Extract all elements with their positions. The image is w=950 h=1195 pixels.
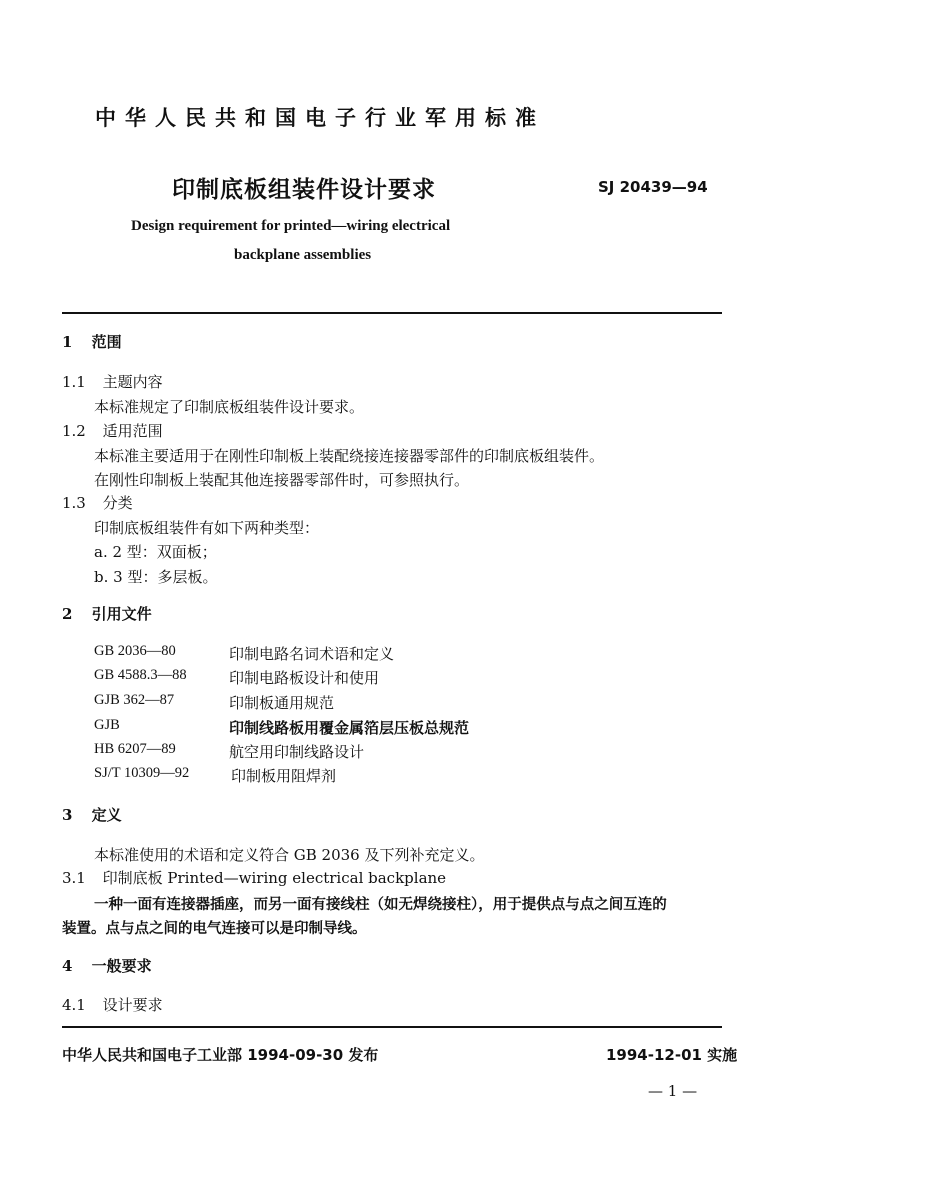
section-1-2-text-1: 本标准主要适用于在刚性印制板上装配绕接连接器零部件的印制底板组装件。 xyxy=(94,447,605,465)
reference-title: 印制电路名词术语和定义 xyxy=(229,645,395,663)
section-1-2-heading xyxy=(62,420,163,441)
section-4-heading xyxy=(62,955,152,976)
reference-code: GB 2036—80 xyxy=(94,643,176,659)
section-number: 4.1 xyxy=(62,996,86,1014)
reference-code: GB 4588.3—88 xyxy=(94,667,187,683)
reference-code: GJB 362—87 xyxy=(94,692,175,708)
header-divider xyxy=(62,312,722,314)
english-title-line2: backplane assemblies xyxy=(234,247,372,263)
reference-title: 印制电路板设计和使用 xyxy=(229,669,380,687)
section-1-1-text: 本标准规定了印制底板组装件设计要求。 xyxy=(94,398,365,416)
reference-title: 印制板通用规范 xyxy=(229,694,335,712)
publisher-line: 中华人民共和国电子工业部 1994-09-30 发布 xyxy=(62,1046,379,1064)
section-number: 1.3 xyxy=(62,494,86,512)
section-2-heading xyxy=(62,603,152,624)
section-number: 1.2 xyxy=(62,422,86,440)
reference-code: GJB xyxy=(94,717,120,733)
page-number: — 1 — xyxy=(648,1082,698,1100)
reference-code: SJ/T 10309—92 xyxy=(94,765,190,781)
section-1-heading xyxy=(62,331,122,352)
section-title: 引用文件 xyxy=(91,605,152,623)
section-4-1-heading xyxy=(62,994,163,1015)
section-title: 印制底板 Printed—wiring electrical backplane xyxy=(102,869,447,887)
issuing-organization: 中华人民共和国电子行业军用标准 xyxy=(95,105,545,130)
section-3-text: 本标准使用的术语和定义符合 GB 2036 及下列补充定义。 xyxy=(94,846,485,864)
reference-title: 航空用印制线路设计 xyxy=(229,743,365,761)
english-title-line1: Design requirement for printed—wiring electrical xyxy=(131,218,451,234)
section-title: 设计要求 xyxy=(102,996,163,1014)
footer-divider xyxy=(62,1026,722,1028)
section-title: 范围 xyxy=(91,333,122,351)
section-title: 适用范围 xyxy=(102,422,163,440)
classification-item-b: b. 3 型：多层板。 xyxy=(94,568,218,586)
section-3-1-text-1: 一种一面有连接器插座，而另一面有接线柱（如无焊绕接柱），用于提供点与点之间互连的 xyxy=(94,896,667,913)
section-1-2-text-2: 在刚性印制板上装配其他连接器零部件时，可参照执行。 xyxy=(94,471,470,489)
implementation-date: 1994-12-01 实施 xyxy=(606,1046,738,1064)
section-title: 定义 xyxy=(91,806,122,824)
section-3-1-text-2: 装置。点与点之间的电气连接可以是印制导线。 xyxy=(62,920,367,937)
section-1-3-text: 印制底板组装件有如下两种类型： xyxy=(94,519,320,537)
section-number: 1 xyxy=(62,333,73,351)
section-3-heading xyxy=(62,804,122,825)
section-1-1-heading xyxy=(62,371,163,392)
section-number: 2 xyxy=(62,605,73,623)
document-title: 印制底板组装件设计要求 xyxy=(172,177,436,203)
section-number: 4 xyxy=(62,957,73,975)
standard-code: SJ 20439—94 xyxy=(598,178,708,196)
section-number: 3 xyxy=(62,806,73,824)
section-3-1-heading xyxy=(62,867,446,888)
section-title: 一般要求 xyxy=(91,957,152,975)
reference-title: 印制线路板用覆金属箔层压板总规范 xyxy=(229,719,470,737)
section-number: 3.1 xyxy=(62,869,86,887)
section-1-3-heading xyxy=(62,492,133,513)
reference-title: 印制板用阻焊剂 xyxy=(231,767,337,785)
section-title: 分类 xyxy=(102,494,133,512)
classification-item-a: a. 2 型：双面板； xyxy=(94,543,217,561)
section-number: 1.1 xyxy=(62,373,86,391)
section-title: 主题内容 xyxy=(102,373,163,391)
reference-code: HB 6207—89 xyxy=(94,741,176,757)
